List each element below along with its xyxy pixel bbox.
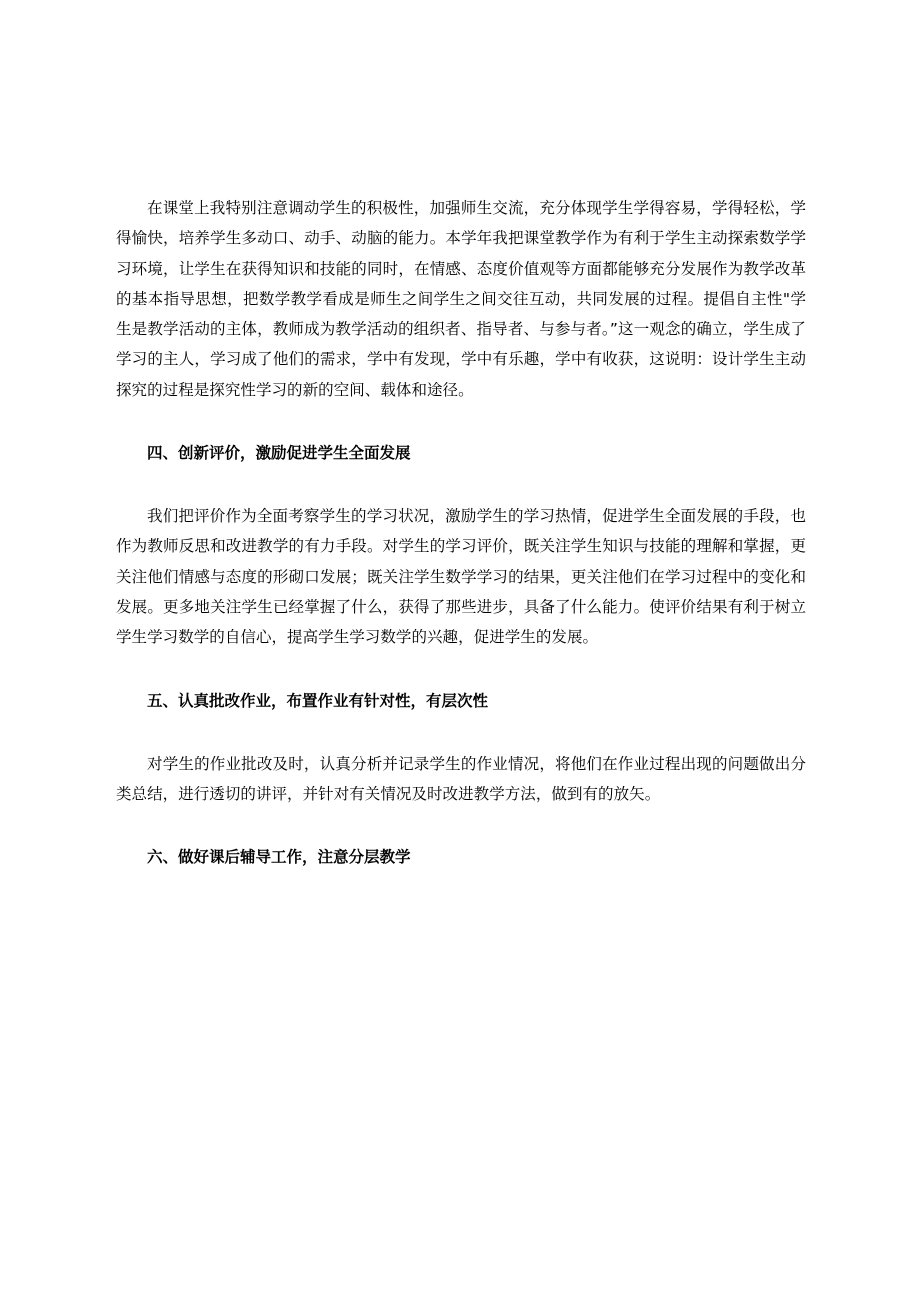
paragraph-classroom-teaching: 在课堂上我特别注意调动学生的积极性，加强师生交流，充分体现学生学得容易，学得轻松，学得愉快，培养学生多动口、动手、动脑的能力。本学年我把课堂教学作为有利于学生主动探索数学学习环境，让学生在获得知识和技能的同时，在情感、态度价值观等方面都能够充分发展作为教学改革的基本指导思想，把数学教学看成是师生之间学生之间交往互动，共同发展的过程。提倡自主性"学生是教学活动的主体，教师成为教学活动的组织者、指导者、与参与者。”这一观念的确立，学生成了学习的主人，学习成了他们的需求，学中有发现，学中有乐趣，学中有收获，这说明：设计学生主动探究的过程是探究性学习的新的空间、载体和途径。 bbox=[116, 199, 806, 399]
paragraph-homework: 对学生的作业批改及时，认真分析并记录学生的作业情况，将他们在作业过程出现的问题做出分类总结，进行透切的讲评，并针对有关情况及时改进教学方法，做到有的放矢。 bbox=[116, 754, 806, 803]
section-heading-5: 五、认真批改作业，布置作业有针对性，有层次性 bbox=[147, 691, 489, 710]
section-heading-6: 六、做好课后辅导工作，注意分层教学 bbox=[147, 848, 411, 867]
section-heading-4: 四、创新评价，激励促进学生全面发展 bbox=[147, 444, 411, 463]
paragraph-evaluation: 我们把评价作为全面考察学生的学习状况，激励学生的学习热情，促进学生全面发展的手段，也作为教师反思和改进教学的有力手段。对学生的学习评价，既关注学生知识与技能的理解和掌握，更关注他们情感与态度的形砌口发展；既关注学生数学学习的结果，更关注他们在学习过程中的变化和发展。更多地关注学生已经掌握了什么，获得了那些进步，具备了什么能力。使评价结果有利于树立学生学习数学的自信心，提高学生学习数学的兴趣，促进学生的发展。 bbox=[116, 507, 806, 647]
document-body bbox=[116, 193, 806, 872]
